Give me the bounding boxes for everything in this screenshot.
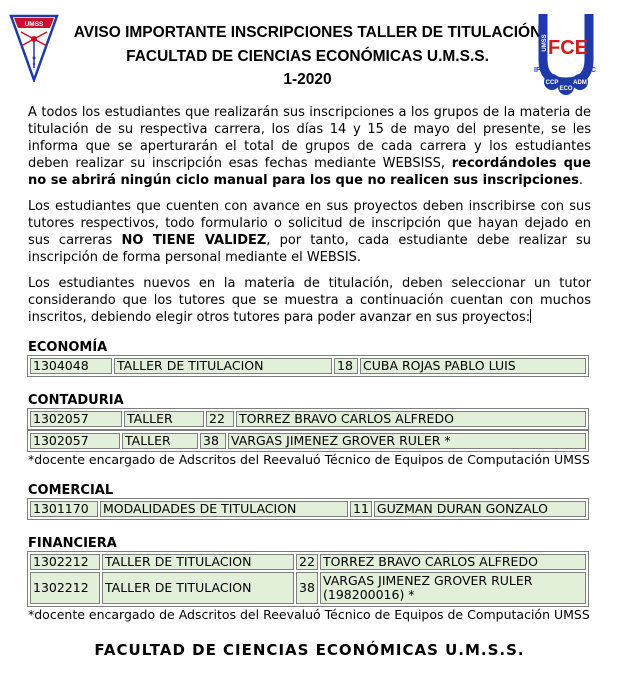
cell-code: 1304048 [30,358,112,374]
cell-subject: MODALIDADES DE TITULACION [100,501,348,517]
cell-subject: TALLER DE TITULACION [102,572,294,604]
notice-body [28,104,591,622]
cell-group: 11 [350,501,372,517]
note-contaduria: *docente encargado de Adscritos del Reevaluó Técnico de Equipos de Computación UMSS [28,452,590,467]
fce-logo [531,12,601,96]
table-row [30,358,586,374]
table-row [30,501,586,517]
table-row [30,554,586,570]
svg-text:UMSS: UMSS [542,34,548,52]
cell-group: 22 [296,554,318,570]
table-economia [27,355,589,377]
svg-text:IC: IC [589,67,596,74]
table-row [30,572,586,604]
paragraph-registration-dates: A todos los estudiantes que realizarán sus inscripciones a los grupos de la materia de titulación de su respectiva carrera, los días 14 y 15 de mayo del presente, se les informa que se aperturarán el total de grupos de cada carrera y los estudiantes deben realizar su inscripción esas fechas mediante WEBSISS, recordándoles que no se abrirá ningún ciclo manual para los que no realicen sus inscripciones. [28,105,591,188]
paragraph-existing-students: Los estudiantes que cuenten con avance en sus proyectos deben inscribirse con sus tutores respectivos, todo formulario o solicitud de inscripción que hayan dejado en sus carreras NO TIENE VALIDEZ, por tanto, cada estudiante debe realizar su inscripción de forma personal mediante el WEBSIS. [28,199,592,265]
table-contaduria-2 [27,430,589,452]
cell-tutor: GUZMAN DURAN GONZALO [374,501,586,517]
svg-text:ADM: ADM [573,80,587,86]
fce-logo-text: FCE [548,37,588,59]
document-header [0,0,619,100]
note-financiera: *docente encargado de Adscritos del Reevaluó Técnico de Equipos de Computación UMSS [28,607,590,622]
cell-tutor: TORREZ BRAVO CARLOS ALFREDO [236,411,586,427]
section-title-contaduria: CONTADURIA [28,393,124,408]
table-row [30,411,586,427]
text-cursor [530,309,531,323]
cell-code: 1302212 [30,572,100,604]
footer-faculty-name: FACULTAD DE CIENCIAS ECONÓMICAS U.M.S.S. [94,641,525,659]
umss-shield-logo [9,12,59,82]
section-title-comercial: COMERCIAL [28,483,114,498]
table-comercial [27,498,589,520]
table-contaduria [27,408,589,430]
cell-code: 1302057 [30,411,122,427]
faculty-title: FACULTAD DE CIENCIAS ECONÓMICAS U.M.S.S. [126,48,489,65]
cell-subject: TALLER DE TITULACION [114,358,332,374]
cell-subject: TALLER DE TITULACION [102,554,294,570]
umss-logo-label: UMSS [24,21,44,28]
cell-group: 18 [334,358,358,374]
cell-code: 1301170 [30,501,98,517]
section-title-financiera: FINANCIERA [28,536,117,551]
section-title-economia: ECONOMÍA [28,340,108,355]
cell-code: 1302212 [30,554,100,570]
cell-subject: TALLER [122,433,198,449]
cell-group: 38 [296,572,318,604]
cell-group: 22 [206,411,234,427]
cell-tutor: VARGAS JIMENEZ GROVER RULER * [228,433,586,449]
period-title: 1-2020 [283,71,332,88]
cell-subject: TALLER [124,411,204,427]
svg-text:CCP: CCP [545,80,559,86]
cell-tutor: TORREZ BRAVO CARLOS ALFREDO [320,554,586,570]
svg-text:ECO: ECO [559,86,573,92]
notice-title: AVISO IMPORTANTE INSCRIPCIONES TALLER DE TITULACIÓN [73,24,542,41]
cell-group: 38 [200,433,226,449]
svg-text:IF: IF [534,67,541,74]
cell-tutor: CUBA ROJAS PABLO LUIS [360,358,586,374]
paragraph-new-students: Los estudiantes nuevos en la materia de titulación, deben seleccionar un tutor considerando que los tutores que se muestra a continuación cuentan con muchos inscritos, debiendo elegir otros tutores para poder avanzar en sus proyectos: [28,276,591,325]
table-financiera [27,551,589,607]
cell-code: 1302057 [30,433,120,449]
table-row [30,433,586,449]
cell-tutor: VARGAS JIMENEZ GROVER RULER (198200016) * [320,572,586,604]
